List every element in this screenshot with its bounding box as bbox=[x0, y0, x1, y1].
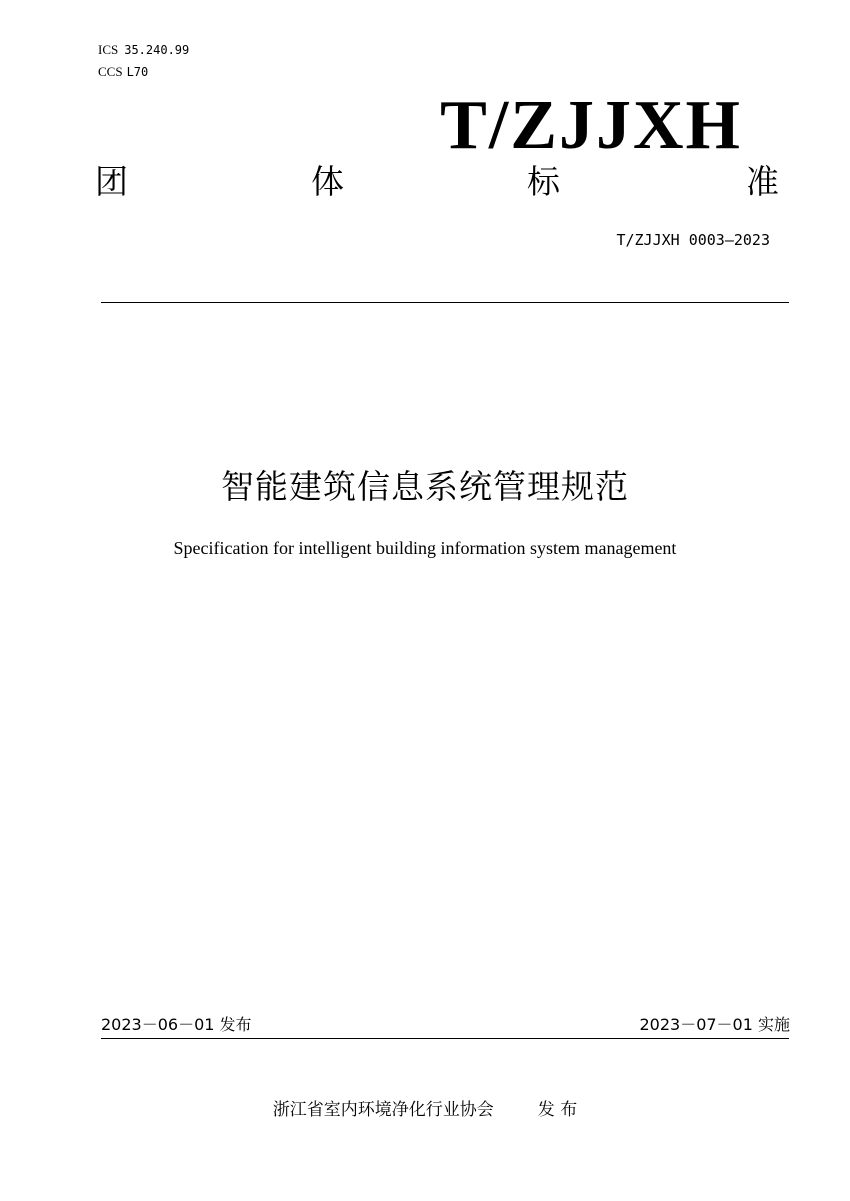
ccs-value: L70 bbox=[126, 65, 149, 79]
ics-label: ICS bbox=[98, 42, 119, 57]
standard-code: T/ZJJXH 0003—2023 bbox=[616, 231, 770, 249]
title-chinese: 智能建筑信息系统管理规范 bbox=[221, 467, 629, 506]
type-char-4: 准 bbox=[746, 162, 779, 201]
standard-logo: T/ZJJXH bbox=[440, 87, 742, 164]
type-char-2: 体 bbox=[311, 162, 344, 201]
implement-date: 2023－07－01 实施 bbox=[639, 1015, 790, 1034]
title-english: Specification for intelligent building information system management bbox=[173, 538, 677, 558]
header-divider bbox=[101, 302, 789, 303]
type-char-3: 标 bbox=[527, 162, 560, 201]
ccs-label: CCS bbox=[98, 64, 123, 79]
type-char-1: 团 bbox=[95, 162, 128, 201]
publisher-line bbox=[0, 1098, 850, 1122]
ics-value: 35.240.99 bbox=[124, 43, 190, 57]
publisher-name: 浙江省室内环境净化行业协会 bbox=[272, 1100, 494, 1120]
publish-word: 发 布 bbox=[537, 1100, 578, 1120]
ics-code bbox=[98, 41, 189, 59]
publish-date: 2023－06－01 发布 bbox=[101, 1015, 252, 1034]
footer-divider bbox=[101, 1038, 789, 1039]
ccs-code bbox=[98, 63, 148, 81]
